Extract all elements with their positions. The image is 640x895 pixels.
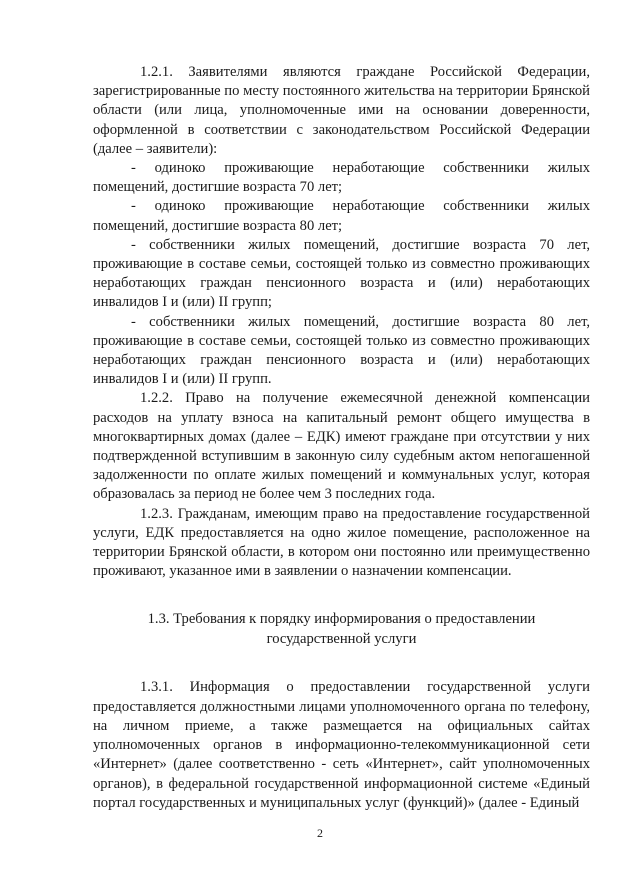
paragraph-1-3-1: 1.3.1. Информация о предоставлении государственной услуги предоставляется должностными лицами уполномоченного органа по телефону, на личном приеме, а также размещается на официальных сайтах уполномоченных органов в информационно-телекоммуникационной сети «Интернет» (далее соответственно - сеть «Интернет», сайт уполномоченных органов), в федеральной государственной информационной системе «Единый портал государственных и муниципальных услуг (функций)» (далее - Единый: [93, 679, 590, 811]
section-heading-line-2: государственной услуги: [266, 631, 417, 648]
page-number: 2: [317, 826, 323, 840]
paragraph-1-2-3: 1.2.3. Гражданам, имеющим право на предоставление государственной услуги, ЕДК предоставляется на одно жилое помещение, расположенное на территории Брянской области, в котором они постоянно или преимущественно проживают, указанное ими в заявлении о назначении компенсации.: [93, 505, 590, 580]
list-item-applicant-3: - собственники жилых помещений, достигшие возраста 70 лет, проживающие в составе семьи, состоящей только из совместно проживающих неработающих граждан пенсионного возраста и (или) неработающих инвалидов I и (или) II групп;: [93, 236, 590, 311]
section-heading: [93, 609, 590, 649]
section-heading-line-1: 1.3. Требования к порядку информирования о предоставлении: [147, 611, 536, 628]
list-item-applicant-4: - собственники жилых помещений, достигшие возраста 80 лет, проживающие в составе семьи, состоящей только из совместно проживающих неработающих граждан пенсионного возраста и (или) неработающих инвалидов I и (или) II групп.: [93, 313, 590, 388]
list-item-applicant-2: - одиноко проживающие неработающие собственники жилых помещений, достигшие возраста 80 лет;: [93, 198, 590, 234]
paragraph-1-2-1: 1.2.1. Заявителями являются граждане Российской Федерации, зарегистрированные по месту постоянного жительства на территории Брянской области (или лица, уполномоченные ими на основании доверенности, оформленной в соответствии с законодательством Российской Федерации (далее – заявители):: [93, 64, 590, 157]
paragraph-1-2-2: 1.2.2. Право на получение ежемесячной денежной компенсации расходов на уплату взноса на капитальный ремонт общего имущества в многоквартирных домах (далее – ЕДК) имеют граждане при отсутствии у них подтвержденной вступившим в законную силу судебным актом непогашенной задолженности по оплате жилых помещений и коммунальных услуг, которая образовалась за период не более чем 3 последних года.: [93, 390, 590, 503]
list-item-applicant-1: - одиноко проживающие неработающие собственники жилых помещений, достигшие возраста 70 лет;: [93, 160, 590, 196]
document-page: [93, 63, 590, 813]
